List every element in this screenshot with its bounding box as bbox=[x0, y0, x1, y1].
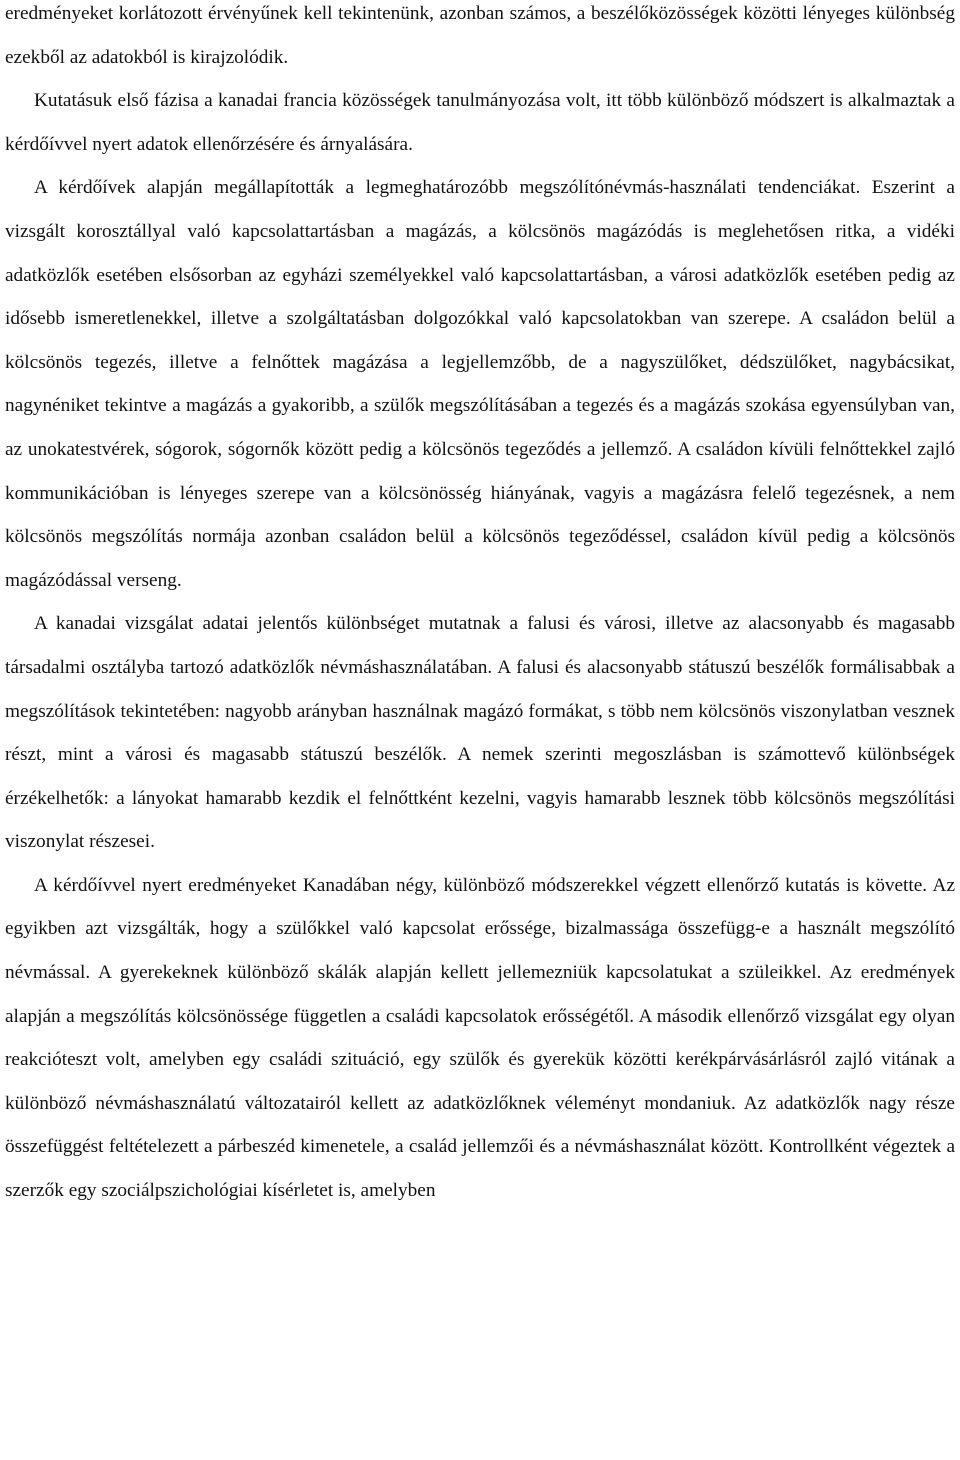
paragraph-questionnaire-findings: A kérdőívek alapján megállapították a legmeghatározóbb megszólítónévmás-használati tendenciákat. Eszerint a vizsgált korosztállyal való kapcsolattartásban a magázás, a kölcsönös magázódás is meglehetősen ritka, a vidéki adatközlők esetében elsősorban az egyházi személyekkel való kapcsolattartásban, a városi adatközlők esetében pedig az idősebb ismeretlenekkel, illetve a szolgáltatásban dolgozókkal való kapcsolatokban van szerepe. A családon belül a kölcsönös tegezés, illetve a felnőttek magázása a legjellemzőbb, de a nagyszülőket, dédszülőket, nagybácsikat, nagynéniket tekintve a magázás a gyakoribb, a szülők megszólításában a tegezés és a magázás szokása egyensúlyban van, az unokatestvérek, sógorok, sógornők között pedig a kölcsönös tegeződés a jellemző. A családon kívüli felnőttekkel zajló kommunikációban is lényeges szerepe van a kölcsönösség hiányának, vagyis a magázásra felelő tegezésnek, a nem kölcsönös megszólítás normája azonban családon belül a kölcsönös tegeződéssel, családon kívül pedig a kölcsönös magázódással verseng. bbox=[5, 177, 955, 591]
paragraph-continuation: eredményeket korlátozott érvényűnek kell tekintenünk, azonban számos, a beszélőközösségek közötti lényeges különbség ezekből az adatokból is kirajzolódik. bbox=[5, 3, 955, 68]
document-page bbox=[5, 0, 955, 1213]
paragraph-canadian-differences: A kanadai vizsgálat adatai jelentős különbséget mutatnak a falusi és városi, illetve az alacsonyabb és magasabb társadalmi osztályba tartozó adatközlők névmáshasználatában. A falusi és alacsonyabb státuszú beszélők formálisabbak a megszólítások tekintetében: nagyobb arányban használnak magázó formákat, s több nem kölcsönös viszonylatban vesznek részt, mint a városi és magasabb státuszú beszélők. A nemek szerinti megoszlásban is számottevő különbségek érzékelhetők: a lányokat hamarabb kezdik el felnőttként kezelni, vagyis hamarabb lesznek több kölcsönös megszólítási viszonylat részesei. bbox=[5, 613, 955, 853]
paragraph-control-studies: A kérdőívvel nyert eredményeket Kanadában négy, különböző módszerekkel végzett ellenőrző kutatás is követte. Az egyikben azt vizsgálták, hogy a szülőkkel való kapcsolat erőssége, bizalmassága összefügg-e a használt megszólító névmással. A gyerekeknek különböző skálák alapján kellett jellemezniük kapcsolatukat a szüleikkel. Az eredmények alapján a megszólítás kölcsönössége független a családi kapcsolatok erősségétől. A második ellenőrző vizsgálat egy olyan reakcióteszt volt, amelyben egy családi szituáció, egy szülők és gyerekük közötti kerékpárvásárlásról zajló vitának a különböző névmáshasználatú változatairól kellett az adatközlőknek véleményt mondaniuk. Az adatközlők nagy része összefüggést feltételezett a párbeszéd kimenetele, a család jellemzői és a névmáshasználat között. Kontrollként végeztek a szerzők egy szociálpszichológiai kísérletet is, amelyben bbox=[5, 874, 955, 1202]
paragraph-research-phase: Kutatásuk első fázisa a kanadai francia közösségek tanulmányozása volt, itt több különböző módszert is alkalmaztak a kérdőívvel nyert adatok ellenőrzésére és árnyalására. bbox=[5, 90, 955, 155]
